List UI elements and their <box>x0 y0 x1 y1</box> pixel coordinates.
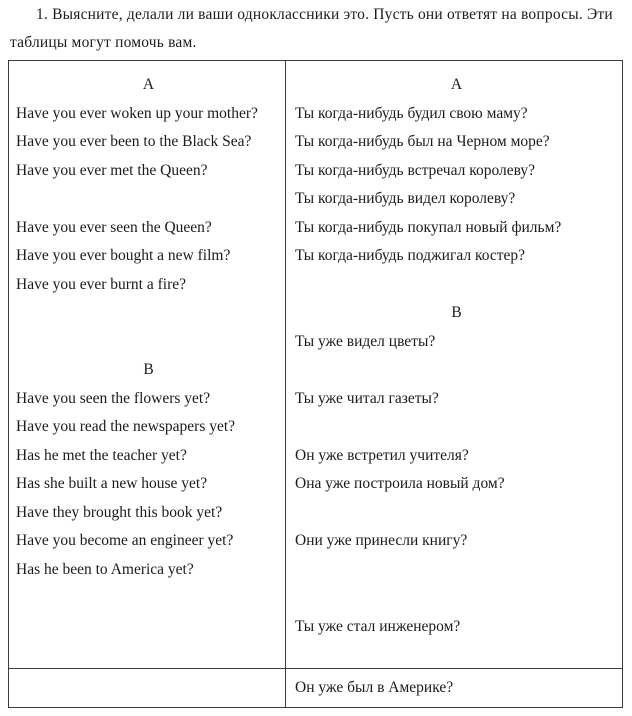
table-footer-row <box>9 668 622 707</box>
question-line: Ты когда-нибудь встречал королеву? <box>295 161 536 179</box>
blank-line <box>295 271 618 300</box>
blank-line <box>295 556 618 585</box>
question-line: Have you ever bought a new film? <box>16 247 231 264</box>
question-line: Ты уже видел цветы? <box>295 332 436 350</box>
question-line: Have you ever burnt a fire? <box>16 275 186 293</box>
question-line: Have you ever seen the Queen? <box>16 218 212 236</box>
section-label: А <box>450 76 463 93</box>
blank-line <box>16 328 281 357</box>
footer-left-cell <box>9 669 286 707</box>
question-line: Have you become an engineer yet? <box>16 532 234 549</box>
question-line: Have you read the newspapers yet? <box>16 418 236 435</box>
blank-line <box>16 613 281 642</box>
blank-line <box>16 185 281 214</box>
question-line: Ты когда-нибудь видел королеву? <box>295 190 516 207</box>
blank-line <box>295 584 618 613</box>
footer-right-cell <box>286 669 622 707</box>
table-main-row <box>9 61 622 668</box>
question-line: Ты уже читал газеты? <box>295 389 439 407</box>
blank-line <box>16 299 281 328</box>
question-line: Ты когда-нибудь будил свою маму? <box>295 104 528 122</box>
question-line: Они уже принесли книгу? <box>295 532 468 549</box>
blank-line <box>295 641 618 668</box>
question-line: Ты уже стал инженером? <box>295 617 461 635</box>
question-line: Она уже построила новый дом? <box>295 475 505 492</box>
russian-questions-column <box>286 61 622 668</box>
blank-line <box>295 413 618 442</box>
english-questions-column <box>9 61 286 668</box>
question-line: Have you ever been to the Black Sea? <box>16 133 252 150</box>
question-line: Он уже был в Америке? <box>295 679 454 696</box>
exercise-instructions: 1. Выясните, делали ли ваши одноклассники это. Пусть они ответят на вопросы. Эти таблицы могут помочь вам. <box>10 6 613 51</box>
blank-line <box>16 641 281 668</box>
blank-line <box>295 499 618 528</box>
question-line: Have you ever met the Queen? <box>16 161 208 179</box>
question-line: Has she built a new house yet? <box>16 475 208 492</box>
question-line: Have you seen the flowers yet? <box>16 389 211 407</box>
questions-table <box>8 60 623 708</box>
blank-line <box>295 356 618 385</box>
question-line: Have you ever woken up your mother? <box>16 104 258 122</box>
question-line: Have they brought this book yet? <box>16 503 223 521</box>
section-label: B <box>143 361 154 378</box>
blank-line <box>16 584 281 613</box>
question-line: Ты когда-нибудь был на Черном море? <box>295 133 550 150</box>
question-line: Ты когда-нибудь покупал новый фильм? <box>295 218 562 236</box>
question-line: Has he met the teacher yet? <box>16 446 187 464</box>
section-label: В <box>451 304 462 321</box>
question-line: Он уже встретил учителя? <box>295 446 469 464</box>
section-label: A <box>142 76 155 93</box>
question-line: Has he been to America yet? <box>16 560 194 578</box>
question-line: Ты когда-нибудь поджигал костер? <box>295 247 525 264</box>
